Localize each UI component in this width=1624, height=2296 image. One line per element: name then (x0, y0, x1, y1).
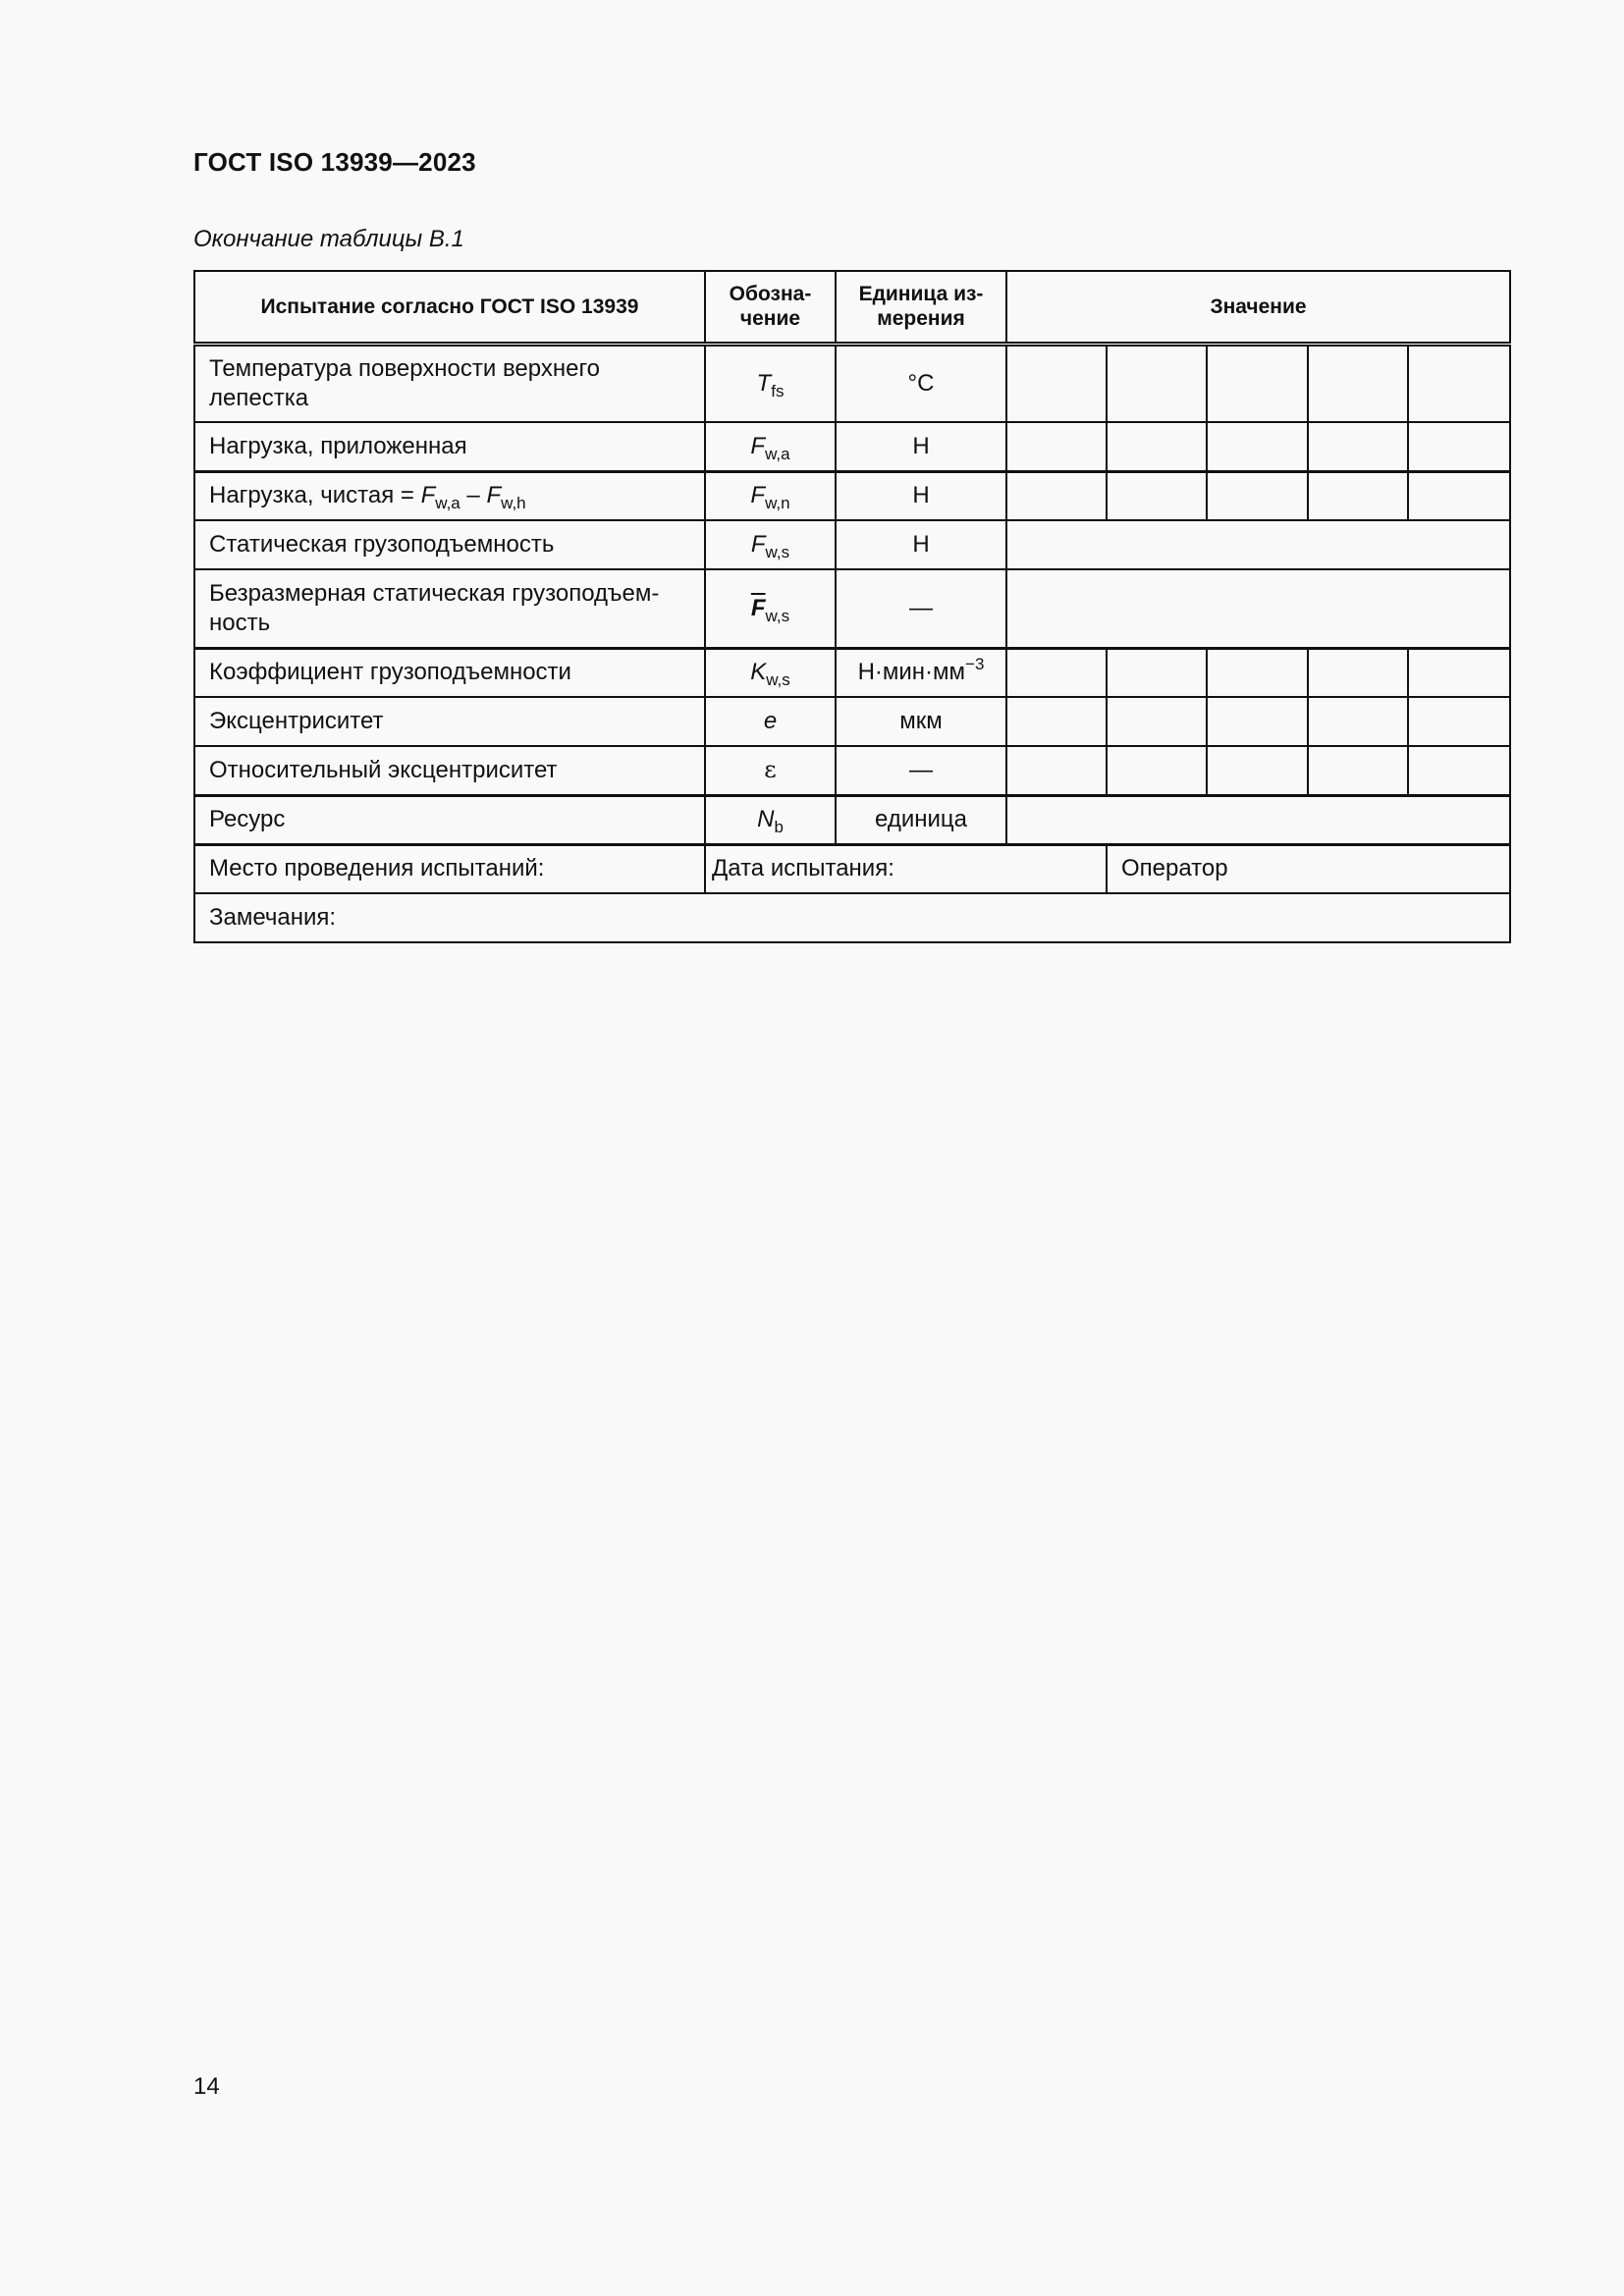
unit-cell: Н (836, 520, 1006, 569)
column-header-symbol: Обозна- чение (705, 271, 836, 344)
symbol-cell: ε (705, 746, 836, 795)
value-cell[interactable] (1107, 648, 1207, 697)
table-row (194, 648, 1510, 697)
value-cell[interactable] (1207, 344, 1308, 422)
value-cell[interactable] (1408, 746, 1510, 795)
symbol-cell: $F_{w,s}$ (705, 520, 836, 569)
value-cell-merged[interactable] (1006, 520, 1510, 569)
value-cell[interactable] (1207, 697, 1308, 746)
table-row (194, 422, 1510, 471)
table-row (194, 471, 1510, 520)
table-row (194, 520, 1510, 569)
table-remarks-row (194, 893, 1510, 942)
table-footer-row (194, 844, 1510, 893)
unit-cell: мкм (836, 697, 1006, 746)
test-name: Нагрузка, чистая = $F_{w,a} - F_{w,h}$ (194, 471, 705, 520)
value-cell[interactable] (1308, 746, 1408, 795)
value-cell[interactable] (1408, 471, 1510, 520)
value-cell[interactable] (1308, 344, 1408, 422)
table-caption: Окончание таблицы В.1 (193, 226, 464, 252)
value-cell[interactable] (1408, 422, 1510, 471)
test-name: Безразмерная статическая грузоподъем- ность (194, 569, 705, 648)
unit-cell: — (836, 569, 1006, 648)
value-cell[interactable] (1107, 471, 1207, 520)
value-cell[interactable] (1408, 344, 1510, 422)
value-cell[interactable] (1207, 746, 1308, 795)
value-cell-merged[interactable] (1006, 795, 1510, 844)
column-header-test: Испытание согласно ГОСТ ISO 13939 (194, 271, 705, 344)
value-cell[interactable] (1006, 422, 1107, 471)
document-header: ГОСТ ISO 13939—2023 (193, 147, 476, 177)
value-cell[interactable] (1006, 471, 1107, 520)
results-table (193, 270, 1511, 943)
symbol-cell: $F_{w,a}$ (705, 422, 836, 471)
symbol-cell: e (705, 697, 836, 746)
value-cell[interactable] (1107, 746, 1207, 795)
test-place-field[interactable]: Место проведения испытаний: (194, 844, 705, 893)
value-cell[interactable] (1408, 648, 1510, 697)
value-cell[interactable] (1107, 344, 1207, 422)
value-cell[interactable] (1207, 422, 1308, 471)
unit-cell: $Н\cdot мин\cdot мм^{-3}$ (836, 648, 1006, 697)
value-cell-merged[interactable] (1006, 569, 1510, 648)
value-cell[interactable] (1107, 422, 1207, 471)
test-name: Температура поверхности верхнего лепестка (194, 344, 705, 422)
value-cell[interactable] (1308, 471, 1408, 520)
page-number: 14 (193, 2073, 220, 2100)
table-row (194, 697, 1510, 746)
unit-cell: Н (836, 471, 1006, 520)
test-name: Статическая грузоподъемность (194, 520, 705, 569)
test-name: Коэффициент грузоподъемности (194, 648, 705, 697)
table-row (194, 569, 1510, 648)
value-cell[interactable] (1308, 648, 1408, 697)
value-cell[interactable] (1308, 422, 1408, 471)
value-cell[interactable] (1207, 648, 1308, 697)
unit-cell: единица (836, 795, 1006, 844)
value-cell[interactable] (1006, 697, 1107, 746)
test-name: Ресурс (194, 795, 705, 844)
value-cell[interactable] (1107, 697, 1207, 746)
value-cell[interactable] (1207, 471, 1308, 520)
test-name: Нагрузка, приложенная (194, 422, 705, 471)
column-header-unit: Единица из- мерения (836, 271, 1006, 344)
symbol-cell: $K_{w,s}$ (705, 648, 836, 697)
test-date-field[interactable]: Дата испытания: (705, 844, 1107, 893)
symbol-cell: $\overline{F}_{w,s}$ (705, 569, 836, 648)
value-cell[interactable] (1408, 697, 1510, 746)
unit-cell: — (836, 746, 1006, 795)
symbol-cell: $T_{fs}$ (705, 344, 836, 422)
table-row (194, 746, 1510, 795)
value-cell[interactable] (1006, 746, 1107, 795)
value-cell[interactable] (1308, 697, 1408, 746)
table-row (194, 344, 1510, 422)
value-cell[interactable] (1006, 344, 1107, 422)
test-name: Эксцентриситет (194, 697, 705, 746)
remarks-field[interactable]: Замечания: (194, 893, 1510, 942)
column-header-value: Значение (1006, 271, 1510, 344)
unit-cell: Н (836, 422, 1006, 471)
symbol-cell: $N_b$ (705, 795, 836, 844)
operator-field[interactable]: Оператор (1107, 844, 1510, 893)
value-cell[interactable] (1006, 648, 1107, 697)
unit-cell: °С (836, 344, 1006, 422)
test-name: Относительный эксцентриситет (194, 746, 705, 795)
table-header-row (194, 271, 1510, 344)
table-row (194, 795, 1510, 844)
symbol-cell: $F_{w,n}$ (705, 471, 836, 520)
